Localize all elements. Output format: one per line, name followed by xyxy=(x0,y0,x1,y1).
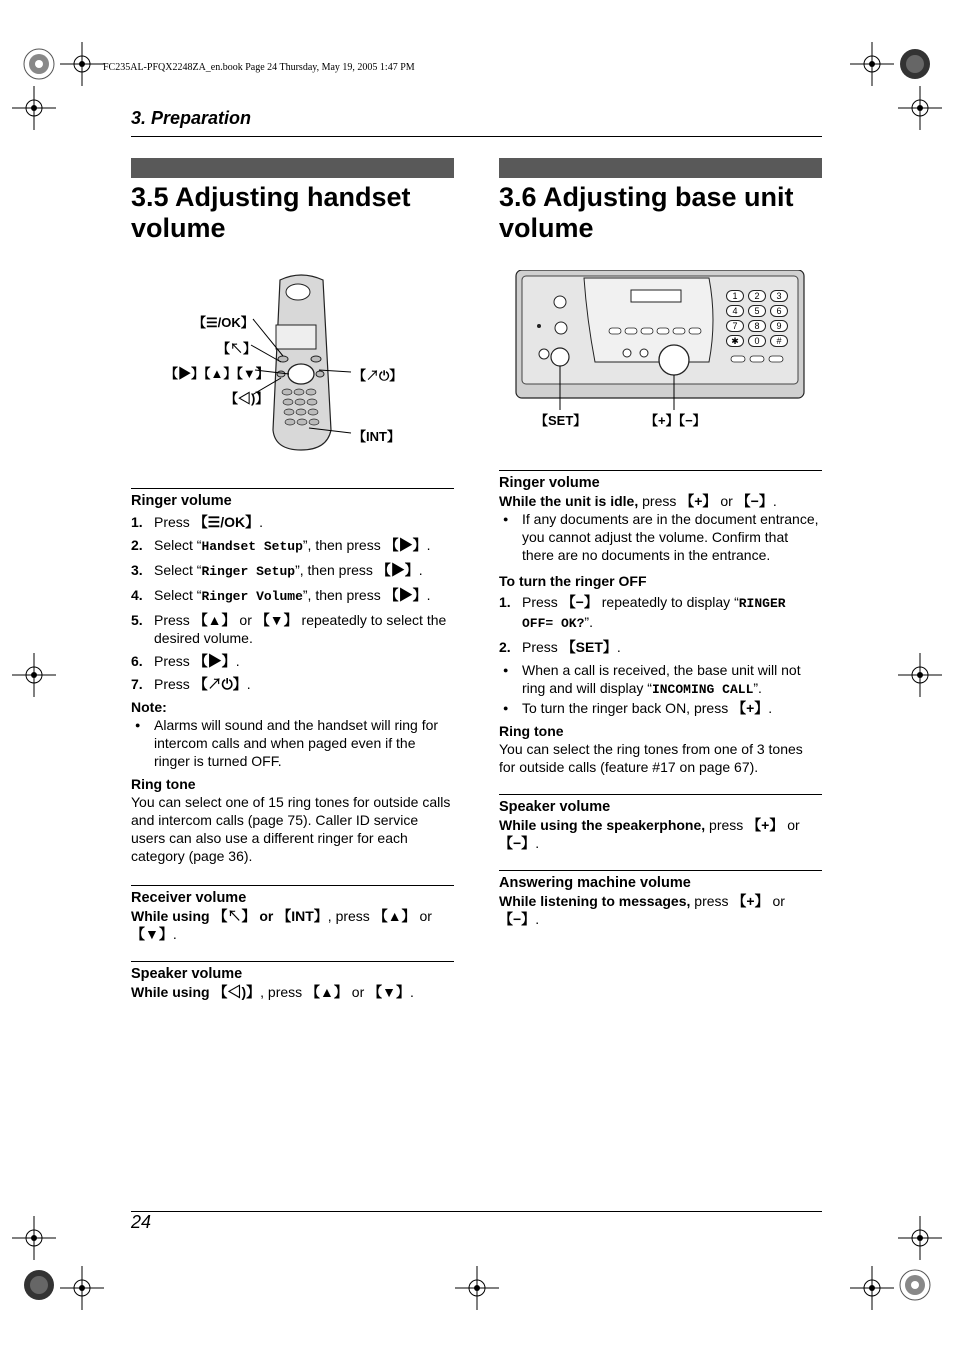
header-rule xyxy=(131,136,822,137)
display-text: Ringer Volume xyxy=(201,589,303,604)
ring-tone-heading: Ring tone xyxy=(131,776,196,792)
key-label: or xyxy=(255,908,278,924)
left-column xyxy=(131,158,454,1001)
receiver-volume-heading: Receiver volume xyxy=(131,890,247,906)
speaker-volume-section xyxy=(499,794,822,852)
keypad-key-0: 0 xyxy=(748,335,766,347)
text-run: Press xyxy=(154,676,194,692)
ringer-lead-text xyxy=(499,492,822,510)
speaker-callout: 【◁)】 xyxy=(225,391,269,406)
text-run: . xyxy=(772,493,777,509)
text-run: press xyxy=(705,817,748,833)
text-run: or xyxy=(768,893,785,909)
text-run: repeatedly to select the desired volume. xyxy=(154,612,447,646)
step-item: 4. Select “Ringer Volume”, then press 【▶】. xyxy=(131,587,431,604)
display-text: Handset Setup xyxy=(201,539,303,554)
ringer-off-note xyxy=(499,661,822,699)
volume-callout: 【+】【−】 xyxy=(645,413,706,428)
navigator-callout: 【▶】【▲】【▼】 xyxy=(165,366,269,381)
keypad-key-5: 5 xyxy=(748,305,766,317)
text-run: press xyxy=(690,893,733,909)
step-item: 1. Press 【−】 repeatedly to display “RINGER OFF= OK?”. xyxy=(499,594,786,631)
title-bar xyxy=(499,158,822,178)
note-list xyxy=(131,716,454,770)
crosshair-icon xyxy=(898,86,942,130)
text-run: Select “ xyxy=(154,562,202,578)
text-run: ”, then press xyxy=(302,537,385,553)
ringer-volume-heading: Ringer volume xyxy=(131,493,232,509)
text-run: . xyxy=(426,587,431,603)
text-run: To turn the ringer back ON, press xyxy=(522,700,733,716)
key-label: 【▶】 xyxy=(376,562,419,578)
keypad-key-3: 3 xyxy=(770,290,788,302)
key-label: 【▶】 xyxy=(384,587,427,603)
text-run: ”, then press xyxy=(302,587,385,603)
step-item: 2. Press 【SET】. xyxy=(499,639,621,655)
text-run: or xyxy=(716,493,737,509)
text-run: Press xyxy=(154,612,194,628)
key-label: 【◁)】 xyxy=(213,984,261,1000)
footer-rule xyxy=(131,1211,822,1212)
key-label: 【▲】 xyxy=(373,908,416,924)
text-run: repeatedly to display “ xyxy=(597,594,739,610)
registration-mark-icon xyxy=(895,1265,935,1305)
text-run: Press xyxy=(522,594,562,610)
keypad xyxy=(726,290,788,347)
text-run: When a call is received, the base unit will not ring and will display “ xyxy=(522,662,801,696)
text-run: Press xyxy=(154,653,194,669)
crosshair-icon xyxy=(850,1266,894,1310)
ringer-off-heading: To turn the ringer OFF xyxy=(499,573,647,589)
display-text: INCOMING CALL xyxy=(651,682,754,697)
text-run: . xyxy=(235,653,240,669)
ringer-off-note xyxy=(499,699,822,717)
step-item: 2. Select “Handset Setup”, then press 【▶】. xyxy=(131,537,431,554)
key-label: While using xyxy=(131,984,214,1000)
crosshair-icon xyxy=(12,1216,56,1260)
crosshair-icon xyxy=(60,1266,104,1310)
key-label: 【+】 xyxy=(732,893,769,909)
registration-mark-icon xyxy=(895,44,935,84)
note-heading: Note: xyxy=(131,699,167,715)
ringer-volume-heading: Ringer volume xyxy=(499,475,600,491)
page-number: 24 xyxy=(131,1212,152,1232)
crosshair-icon xyxy=(12,653,56,697)
key-label: 【▼】 xyxy=(131,926,173,942)
receiver-volume-section xyxy=(131,885,454,943)
ring-tone-text: You can select one of 15 ring tones for outside calls and intercom calls (page 75). Caller ID service users can also use a different ringer for each category (page 36). xyxy=(131,794,451,864)
ring-tone-heading: Ring tone xyxy=(499,723,564,739)
ringer-volume-section xyxy=(499,470,822,776)
key-label: 【−】 xyxy=(499,911,536,927)
speaker-volume-section xyxy=(131,961,454,1001)
text-run: or xyxy=(415,908,432,924)
text-run: Press xyxy=(154,514,194,530)
text-run: Select “ xyxy=(154,537,202,553)
speaker-volume-text xyxy=(499,816,822,852)
answering-machine-volume-heading: Answering machine volume xyxy=(499,875,691,891)
text-run: ”. xyxy=(753,680,762,696)
text-run: ”, then press xyxy=(295,562,377,578)
key-label: 【▶】 xyxy=(384,537,427,553)
speaker-volume-heading: Speaker volume xyxy=(131,966,243,982)
key-label: 【☰/OK】 xyxy=(193,514,260,530)
text-run: . xyxy=(246,676,251,692)
registration-mark-icon xyxy=(19,1265,59,1305)
receiver-volume-text xyxy=(131,907,454,943)
off-callout: 【↗⏻】 xyxy=(353,368,403,383)
title-bar xyxy=(131,158,454,178)
ringer-note-item: ● If any documents are in the document entrance, you cannot adjust the volume. Confirm that there are no documents in the entrance. xyxy=(499,510,822,564)
text-run: ”. xyxy=(584,614,593,630)
text-run: . xyxy=(535,911,540,927)
keypad-key-4: 4 xyxy=(726,305,744,317)
key-label: 【↖】 xyxy=(213,908,256,924)
crosshair-icon xyxy=(60,42,104,86)
text-run: , press xyxy=(327,908,374,924)
handset-figure xyxy=(131,270,454,474)
answering-machine-volume-section xyxy=(499,870,822,928)
text-run: or xyxy=(235,612,256,628)
talk-callout: 【↖】 xyxy=(217,341,257,356)
text-run: press xyxy=(638,493,681,509)
section-title: 3.6 Adjusting base unit volume xyxy=(499,182,794,243)
ringer-volume-section xyxy=(131,488,454,865)
key-label: 【SET】 xyxy=(561,639,617,655)
keypad-key-8: 8 xyxy=(748,320,766,332)
keypad-key-hash: # xyxy=(770,335,788,347)
keypad-key-1: 1 xyxy=(726,290,744,302)
int-callout: 【INT】 xyxy=(353,429,400,444)
set-callout: 【SET】 xyxy=(535,413,587,428)
text-run: . xyxy=(172,926,177,942)
key-label: 【▲】 xyxy=(193,612,236,628)
key-label: 【▶】 xyxy=(193,653,236,669)
keypad-key-2: 2 xyxy=(748,290,766,302)
ringer-off-steps xyxy=(499,593,822,656)
text-run: . xyxy=(409,984,414,1000)
text-run: or xyxy=(347,984,369,1000)
crosshair-icon xyxy=(898,653,942,697)
key-label: 【+】 xyxy=(732,700,769,716)
display-text: Ringer Setup xyxy=(201,564,296,579)
crosshair-icon xyxy=(12,86,56,130)
base-unit-figure xyxy=(499,270,822,460)
display-text: RINGER OFF= OK? xyxy=(522,596,786,631)
key-label: 【▼】 xyxy=(368,984,410,1000)
step-item: 3. Select “Ringer Setup”, then press 【▶】. xyxy=(131,562,423,579)
text-run: . xyxy=(259,514,264,530)
key-label: 【+】 xyxy=(747,817,784,833)
crosshair-icon xyxy=(850,42,894,86)
step-item: 5. Press 【▲】 or 【▼】 repeatedly to select the desired volume. xyxy=(131,612,447,646)
text-run: . xyxy=(535,835,540,851)
note-item: ● Alarms will sound and the handset will ring for intercom calls and when paged even if the ringer is turned OFF. xyxy=(131,716,454,770)
step-item: 7. Press 【↗⏻】. xyxy=(131,676,251,692)
key-label: 【▲】 xyxy=(306,984,348,1000)
step-item: 6. Press 【▶】. xyxy=(131,653,240,669)
text-run: . xyxy=(418,562,423,578)
right-column xyxy=(499,158,822,928)
keypad-key-star: ✱ xyxy=(726,335,744,347)
key-label: 【▼】 xyxy=(255,612,298,628)
text-run: Press xyxy=(522,639,562,655)
keypad-key-6: 6 xyxy=(770,305,788,317)
ringer-note-list xyxy=(499,510,822,564)
key-label: 【↗⏻】 xyxy=(193,676,247,692)
answering-machine-volume-text xyxy=(499,892,822,928)
key-label: 【+】 xyxy=(680,493,717,509)
key-label: 【−】 xyxy=(499,835,536,851)
print-slug: FC235AL-PFQX2248ZA_en.book Page 24 Thursday, May 19, 2005 1:47 PM xyxy=(103,62,415,73)
text-run: , press xyxy=(260,984,307,1000)
crosshair-icon xyxy=(455,1266,499,1310)
text-run: . xyxy=(426,537,431,553)
text-run: . xyxy=(768,700,773,716)
crosshair-icon xyxy=(898,1216,942,1260)
text-run: Select “ xyxy=(154,587,202,603)
ringer-off-notes xyxy=(499,661,822,717)
key-label: While using the speakerphone, xyxy=(499,817,706,833)
speaker-volume-text xyxy=(131,983,454,1001)
ring-tone-text: You can select the ring tones from one of 3 tones for outside calls (feature #17 on page 67). xyxy=(499,741,803,775)
key-label: 【−】 xyxy=(736,493,773,509)
section-header: 3. Preparation xyxy=(131,108,252,128)
text-run: or xyxy=(783,817,800,833)
speaker-volume-heading: Speaker volume xyxy=(499,799,611,815)
key-label: While using xyxy=(131,908,214,924)
key-label: While listening to messages, xyxy=(499,893,691,909)
section-title: 3.5 Adjusting handset volume xyxy=(131,182,411,243)
registration-mark-icon xyxy=(19,44,59,84)
key-label: 【INT】 xyxy=(277,908,328,924)
menu-ok-callout: 【☰/OK】 xyxy=(193,315,254,330)
key-label: 【−】 xyxy=(561,594,598,610)
keypad-key-9: 9 xyxy=(770,320,788,332)
keypad-key-7: 7 xyxy=(726,320,744,332)
ringer-steps xyxy=(131,513,454,693)
key-label: While the unit is idle, xyxy=(499,493,639,509)
text-run: . xyxy=(616,639,621,655)
step-item: 1. Press 【☰/OK】. xyxy=(131,514,264,530)
